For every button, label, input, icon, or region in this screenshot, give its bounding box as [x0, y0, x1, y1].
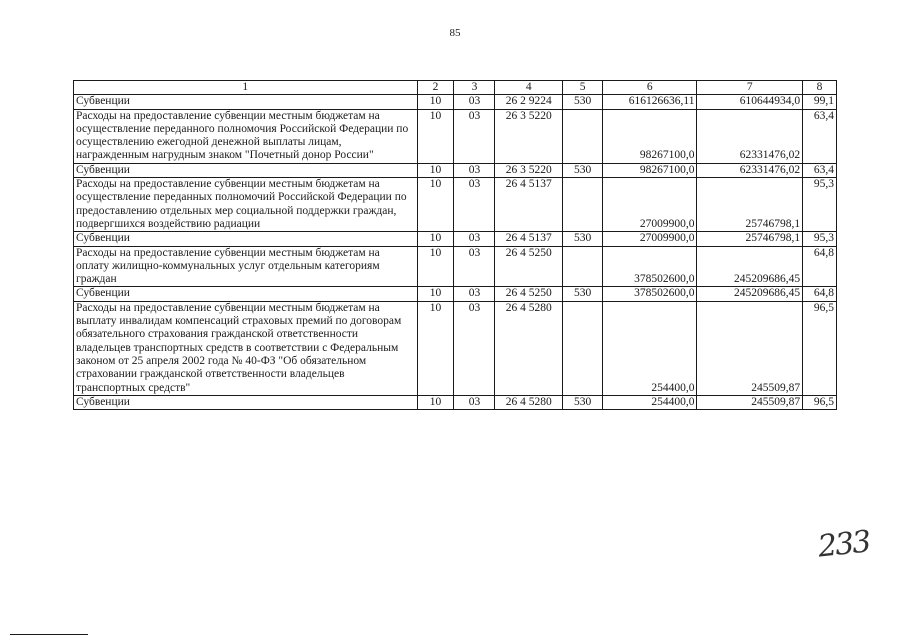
expense-type-cell: 530	[563, 163, 603, 177]
subsection-cell: 03	[454, 301, 495, 395]
expense-type-cell	[563, 178, 603, 232]
column-header: 2	[417, 81, 454, 95]
executed-amount-cell: 245209686,45	[697, 287, 803, 301]
subsection-cell: 03	[454, 395, 495, 409]
column-header: 1	[74, 81, 418, 95]
expense-type-cell: 530	[563, 95, 603, 109]
target-article-cell: 26 4 5137	[495, 178, 563, 232]
handwritten-page-mark: 233	[816, 524, 871, 565]
planned-amount-cell: 27009900,0	[603, 232, 697, 246]
percent-cell: 95,3	[803, 178, 837, 232]
row-name-cell: Субвенции	[74, 232, 418, 246]
row-name-cell: Субвенции	[74, 395, 418, 409]
table-header-row	[74, 81, 837, 95]
expense-type-cell	[563, 301, 603, 395]
subvention-total-row	[74, 163, 837, 177]
planned-amount-cell: 254400,0	[603, 395, 697, 409]
subsection-cell: 03	[454, 109, 495, 163]
footnote-rule	[10, 634, 88, 635]
planned-amount-cell: 27009900,0	[603, 178, 697, 232]
section-cell: 10	[417, 246, 454, 287]
subvention-total-row	[74, 232, 837, 246]
section-cell: 10	[417, 163, 454, 177]
executed-amount-cell: 245209686,45	[697, 246, 803, 287]
percent-cell: 63,4	[803, 163, 837, 177]
column-header: 8	[803, 81, 837, 95]
expense-item-row	[74, 246, 837, 287]
executed-amount-cell: 25746798,1	[697, 232, 803, 246]
table-body	[74, 81, 837, 410]
row-name-cell: Субвенции	[74, 287, 418, 301]
expense-type-cell: 530	[563, 287, 603, 301]
subsection-cell: 03	[454, 232, 495, 246]
percent-cell: 64,8	[803, 246, 837, 287]
percent-cell: 96,5	[803, 395, 837, 409]
planned-amount-cell: 378502600,0	[603, 246, 697, 287]
target-article-cell: 26 2 9224	[495, 95, 563, 109]
section-cell: 10	[417, 287, 454, 301]
expense-item-row	[74, 109, 837, 163]
subvention-total-row	[74, 95, 837, 109]
target-article-cell: 26 3 5220	[495, 109, 563, 163]
subsection-cell: 03	[454, 163, 495, 177]
target-article-cell: 26 4 5250	[495, 246, 563, 287]
column-header: 3	[454, 81, 495, 95]
executed-amount-cell: 245509,87	[697, 395, 803, 409]
expense-type-cell: 530	[563, 232, 603, 246]
subsection-cell: 03	[454, 95, 495, 109]
expense-item-row	[74, 301, 837, 395]
subvention-total-row	[74, 395, 837, 409]
target-article-cell: 26 4 5250	[495, 287, 563, 301]
percent-cell: 95,3	[803, 232, 837, 246]
percent-cell: 99,1	[803, 95, 837, 109]
executed-amount-cell: 25746798,1	[697, 178, 803, 232]
target-article-cell: 26 4 5280	[495, 395, 563, 409]
column-header: 7	[697, 81, 803, 95]
row-name-cell: Расходы на предоставление субвенции местным бюджетам на выплату инвалидам компенсаций страховых премий по договорам обязательного страхования гражданской ответственности владельцев транспортных средств в соответствии с Федеральным законом от 25 апреля 2002 года № 40-ФЗ "Об обязательном страховании гражданской ответственности владельцев транспортных средств"	[74, 301, 418, 395]
executed-amount-cell: 610644934,0	[697, 95, 803, 109]
page-number: 85	[449, 27, 461, 39]
row-name-cell: Расходы на предоставление субвенции местным бюджетам на осуществление переданного полномочия Российской Федерации по осуществлению ежегодной денежной выплаты лицам, награжденным нагрудным знаком "Почетный донор России"	[74, 109, 418, 163]
row-name-cell: Субвенции	[74, 95, 418, 109]
target-article-cell: 26 3 5220	[495, 163, 563, 177]
section-cell: 10	[417, 109, 454, 163]
executed-amount-cell: 62331476,02	[697, 109, 803, 163]
section-cell: 10	[417, 232, 454, 246]
row-name-cell: Расходы на предоставление субвенции местным бюджетам на оплату жилищно-коммунальных услуг отдельным категориям граждан	[74, 246, 418, 287]
section-cell: 10	[417, 395, 454, 409]
expense-type-cell	[563, 246, 603, 287]
section-cell: 10	[417, 95, 454, 109]
planned-amount-cell: 98267100,0	[603, 109, 697, 163]
planned-amount-cell: 254400,0	[603, 301, 697, 395]
planned-amount-cell: 98267100,0	[603, 163, 697, 177]
row-name-cell: Субвенции	[74, 163, 418, 177]
executed-amount-cell: 62331476,02	[697, 163, 803, 177]
column-header: 6	[603, 81, 697, 95]
planned-amount-cell: 616126636,11	[603, 95, 697, 109]
percent-cell: 96,5	[803, 301, 837, 395]
target-article-cell: 26 4 5137	[495, 232, 563, 246]
expense-type-cell	[563, 109, 603, 163]
expense-type-cell: 530	[563, 395, 603, 409]
subvention-total-row	[74, 287, 837, 301]
section-cell: 10	[417, 301, 454, 395]
column-header: 4	[495, 81, 563, 95]
budget-table	[73, 80, 837, 410]
planned-amount-cell: 378502600,0	[603, 287, 697, 301]
subsection-cell: 03	[454, 178, 495, 232]
column-header: 5	[563, 81, 603, 95]
row-name-cell: Расходы на предоставление субвенции местным бюджетам на осуществление переданных полномочий Российской Федерации по предоставлению отдельных мер социальной поддержки граждан, подвергшихся воздействию радиации	[74, 178, 418, 232]
expense-item-row	[74, 178, 837, 232]
percent-cell: 63,4	[803, 109, 837, 163]
target-article-cell: 26 4 5280	[495, 301, 563, 395]
section-cell: 10	[417, 178, 454, 232]
percent-cell: 64,8	[803, 287, 837, 301]
subsection-cell: 03	[454, 287, 495, 301]
subsection-cell: 03	[454, 246, 495, 287]
executed-amount-cell: 245509,87	[697, 301, 803, 395]
